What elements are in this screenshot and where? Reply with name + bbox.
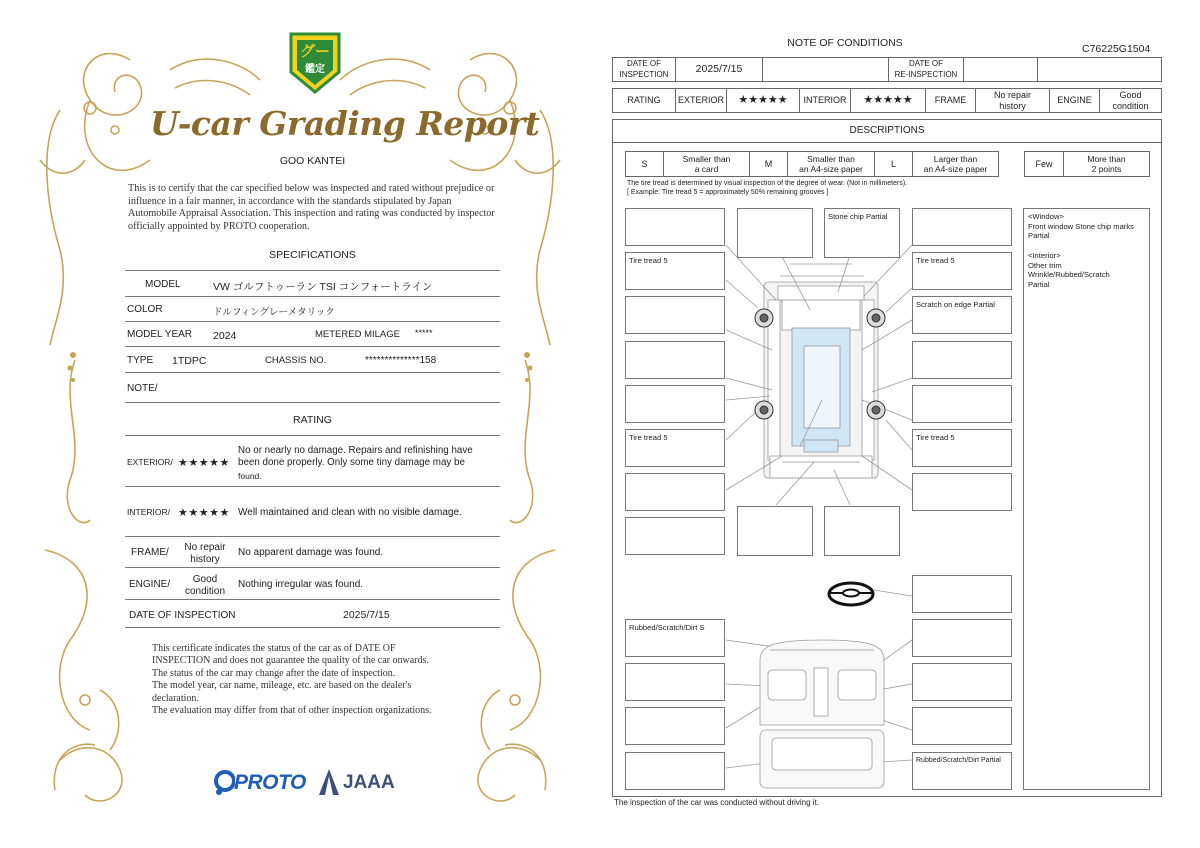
proto-logo-icon xyxy=(213,770,235,796)
footer-line: declaration. xyxy=(152,692,199,704)
exterior-stars: ★★★★★ xyxy=(726,88,800,113)
condition-box xyxy=(625,296,725,334)
date-inspection-label-2: INSPECTION xyxy=(619,69,669,79)
side-note-line: Other trim xyxy=(1028,260,1062,270)
date-inspection-value: 2025/7/15 xyxy=(675,57,763,82)
condition-box xyxy=(625,663,725,701)
legend-l: L xyxy=(874,151,913,177)
interior-stars: ★★★★★ xyxy=(850,88,926,113)
metered-value: ***** xyxy=(415,328,433,338)
condition-box xyxy=(625,208,725,246)
side-note-line: Wrinkle/Rubbed/Scratch xyxy=(1028,270,1110,280)
exterior-row xyxy=(125,435,500,487)
chassis-value: **************158 xyxy=(365,355,437,366)
type-row xyxy=(125,347,500,373)
engine-label: ENGINE xyxy=(1049,88,1100,113)
footer-line: The evaluation may differ from that of other inspection organizations. xyxy=(152,705,432,717)
certificate-intro: This is to certify that the car specified below was inspected and rated without prejudice or influence in a fair manner, in accordance with the standards stipulated by Japan Automobile Appraisal Association. This inspection and rating was conducted by inspector officially appointed by PROTO cooperation. xyxy=(128,183,495,232)
engine-label: ENGINE/ xyxy=(129,579,171,590)
chassis-label: CHASSIS NO. xyxy=(265,355,327,366)
proto-logo-text: PROTO xyxy=(234,771,306,794)
condition-box xyxy=(625,385,725,423)
model-year-label: MODEL YEAR xyxy=(127,329,193,340)
descriptions-heading: DESCRIPTIONS xyxy=(612,119,1162,143)
condition-box xyxy=(912,663,1012,701)
note-title: NOTE OF CONDITIONS xyxy=(787,37,903,49)
badge-text-bottom: 鑑定 xyxy=(305,64,325,75)
side-note-spacer xyxy=(1028,241,1145,251)
model-value: VW ゴルフトゥーラン TSI コンフォートライン xyxy=(213,281,433,293)
date-row xyxy=(125,600,500,628)
side-notes-panel xyxy=(1023,208,1150,790)
legend-few: Few xyxy=(1024,151,1064,177)
engine-row xyxy=(125,568,500,600)
date-inspection-label-1: DATE OF xyxy=(626,59,662,68)
condition-box xyxy=(912,707,1012,745)
footer-line: This certificate indicates the status of the car as of DATE OF xyxy=(152,643,396,654)
engine-value-1: Good xyxy=(192,574,218,585)
badge-text-top: グー xyxy=(299,43,330,60)
legend-l-desc-2: an A4-size paper xyxy=(923,164,988,174)
condition-box xyxy=(737,208,813,258)
date-label: DATE OF INSPECTION xyxy=(129,610,236,621)
legend-s-desc-1: Smaller than xyxy=(682,153,731,164)
legend-m-desc-2: an A4-size paper xyxy=(799,164,863,174)
engine-desc: Nothing irregular was found. xyxy=(238,579,364,590)
frame-desc: No apparent damage was found. xyxy=(238,547,384,558)
condition-box xyxy=(625,752,725,790)
rating-label: RATING xyxy=(612,88,676,113)
frame-value-1: No repair xyxy=(184,542,226,553)
interior-row xyxy=(125,487,500,537)
note-of-conditions xyxy=(600,0,1200,848)
color-row xyxy=(125,297,500,322)
model-label: MODEL xyxy=(145,279,181,290)
condition-box xyxy=(912,341,1012,379)
exterior-stars: ★★★★★ xyxy=(178,457,230,469)
exterior-desc: No or nearly no damage. Repairs and refinishing have been done properly. Only some tiny damage may be xyxy=(238,445,473,468)
condition-box xyxy=(912,575,1012,613)
condition-box-stone-chip: Stone chip Partial xyxy=(824,208,900,258)
model-year-row xyxy=(125,322,500,347)
interior-label: INTERIOR xyxy=(799,88,851,113)
footer-line: INSPECTION and does not guarantee the quality of the car onwards. xyxy=(152,655,429,667)
condition-box xyxy=(912,208,1012,246)
footer-line: The status of the car may change after the date of inspection. xyxy=(152,667,396,679)
side-note-line: <Interior> xyxy=(1028,250,1061,260)
condition-box xyxy=(625,707,725,745)
exterior-label: EXTERIOR/ xyxy=(127,457,173,467)
tread-note-2: [ Example: Tire tread 5 = approximately 50% remaining grooves ] xyxy=(627,189,829,196)
legend-few-desc-2: 2 points xyxy=(1091,164,1122,174)
condition-box-tire-rl: Tire tread 5 xyxy=(625,429,725,467)
type-label: TYPE xyxy=(127,355,154,366)
condition-box xyxy=(625,517,725,555)
exterior-label: EXTERIOR xyxy=(675,88,727,113)
note-code: C76225G1504 xyxy=(1082,43,1151,55)
jaaa-logo-icon xyxy=(318,768,340,796)
specifications-heading: SPECIFICATIONS xyxy=(269,249,356,261)
condition-box-rubbed-partial: Rubbed/Scratch/Dirt Partial xyxy=(912,752,1012,790)
condition-box xyxy=(912,473,1012,511)
frame-value-2: history xyxy=(190,554,220,565)
condition-box-tire-fr: Tire tread 5 xyxy=(912,252,1012,290)
note-row xyxy=(125,373,500,403)
tread-note-1: The tire tread is determined by visual inspection of the degree of wear. (Not in millimeters). xyxy=(627,180,908,187)
condition-box xyxy=(912,619,1012,657)
certificate-subtitle: GOO KANTEI xyxy=(279,155,346,167)
interior-desc: Well maintained and clean with no visible damage. xyxy=(238,507,462,518)
footer-line: The model year, car name, mileage, etc. are based on the dealer's xyxy=(152,680,412,692)
rating-heading: RATING xyxy=(293,414,332,426)
condition-box-scratch-edge: Scratch on edge Partial xyxy=(912,296,1012,334)
metered-label: METERED MILAGE xyxy=(315,329,400,340)
frame-label: FRAME xyxy=(925,88,976,113)
side-note-line: Partial xyxy=(1028,279,1050,289)
frame-value-1: No repair xyxy=(993,90,1031,100)
condition-box xyxy=(912,385,1012,423)
side-note-line: <Window> xyxy=(1028,212,1064,221)
type-value: 1TDPC xyxy=(172,355,207,367)
condition-box xyxy=(737,506,813,556)
legend-m: M xyxy=(749,151,788,177)
jaaa-logo-text: JAAA xyxy=(343,772,395,793)
color-value: ドルフィングレーメタリック xyxy=(213,307,335,318)
model-row xyxy=(125,270,500,297)
legend-m-desc-1: Smaller than xyxy=(807,153,855,164)
condition-box xyxy=(625,341,725,379)
side-note-line: Front window Stone chip marks xyxy=(1028,221,1134,231)
frame-label: FRAME/ xyxy=(131,547,169,558)
footer-logos xyxy=(210,768,410,802)
condition-box xyxy=(625,473,725,511)
date-value: 2025/7/15 xyxy=(343,609,390,621)
legend-l-desc-1: Larger than xyxy=(933,153,978,164)
condition-box-tire-rr: Tire tread 5 xyxy=(912,429,1012,467)
legend-s-desc-2: a card xyxy=(694,164,719,174)
color-label: COLOR xyxy=(127,304,163,315)
reinspection-label-1: DATE OF xyxy=(908,59,944,68)
exterior-desc-2: found. xyxy=(238,471,262,481)
certificate-footer xyxy=(152,643,482,717)
interior-label: INTERIOR/ xyxy=(127,507,170,517)
reinspection-label-2: RE-INSPECTION xyxy=(894,69,958,79)
model-year-value: 2024 xyxy=(213,330,237,342)
condition-box xyxy=(824,506,900,556)
engine-value-2: condition xyxy=(184,586,226,597)
legend-few-desc-1: More than xyxy=(1087,153,1126,164)
condition-box-rubbed-s: Rubbed/Scratch/Dirt S xyxy=(625,619,725,657)
engine-value-2: condition xyxy=(1112,100,1149,111)
frame-value-2: history xyxy=(999,100,1026,111)
legend-s: S xyxy=(625,151,664,177)
engine-value-1: Good xyxy=(1119,90,1142,100)
note-label: NOTE/ xyxy=(127,383,158,394)
side-note-line: Partial xyxy=(1028,231,1050,241)
frame-row xyxy=(125,537,500,568)
steering-wheel-icon xyxy=(826,580,876,608)
note-footer: The inspection of the car was conducted without driving it. xyxy=(614,798,819,807)
condition-box-tire-fl: Tire tread 5 xyxy=(625,252,725,290)
certificate-title: U-car Grading Report xyxy=(150,104,540,143)
interior-stars: ★★★★★ xyxy=(178,507,230,519)
